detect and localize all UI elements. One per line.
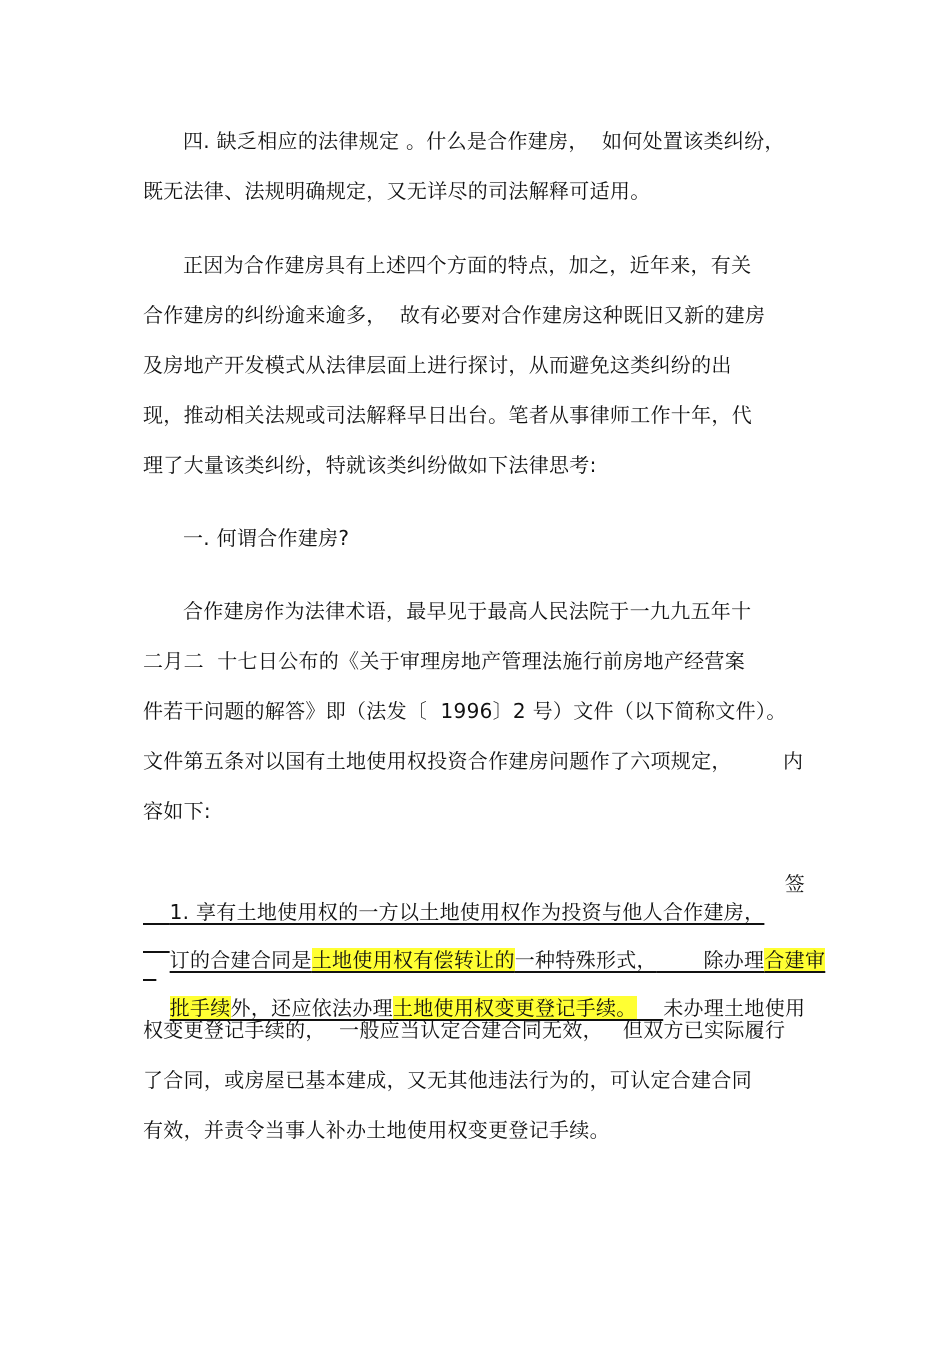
clause-text: 订的合建合同是	[169, 948, 312, 972]
highlighted-text: 土地使用权变更登记手续。	[392, 996, 637, 1020]
text-line: 四. 缺乏相应的法律规定 。什么是合作建房， 如何处置该类纠纷，	[183, 129, 785, 153]
clause-text: 除办理	[656, 948, 765, 972]
highlighted-text: 合建审	[764, 948, 826, 972]
text-line: 文件第五条对以国有土地使用权投资合作建房问题作了六项规定，	[143, 749, 732, 773]
text-line: 了合同，或房屋已基本建成，又无其他违法行为的，可认定合建合同	[143, 1068, 752, 1092]
text-line: 理了大量该类纠纷，特就该类纠纷做如下法律思考:	[143, 453, 597, 477]
text-line: 有效，并责令当事人补办土地使用权变更登记手续。	[143, 1118, 610, 1142]
text-line: 权变更登记手续的， 一般应当认定合建合同无效， 但双方已实际履行	[143, 1018, 786, 1042]
text-line: 二月二 十七日公布的《关于审理房地产管理法施行前房地产经营案	[143, 649, 746, 673]
highlighted-text: 批手续	[169, 996, 231, 1020]
text-line: 容如下:	[143, 799, 211, 823]
text-line: 合作建房作为法律术语，最早见于最高人民法院于一九九五年十	[183, 599, 752, 623]
clause-text: 1. 享有土地使用权的一方以土地使用权作为投资与他人合作建房，	[169, 900, 765, 924]
clause-text-end: 签	[784, 872, 805, 896]
text-line: 既无法律、法规明确规定，又无详尽的司法解释可适用。	[143, 179, 651, 203]
clause-text: 外，还应依法办理	[230, 996, 393, 1020]
text-line: 及房地产开发模式从法律层面上进行探讨，从而避免这类纠纷的出	[143, 353, 732, 377]
section-heading: 一. 何谓合作建房?	[183, 526, 350, 550]
highlighted-text: 土地使用权有偿转让的	[311, 948, 515, 972]
text-line: 件若干问题的解答》即（法发〔 1996〕2 号）文件（以下简称文件）。	[143, 699, 787, 723]
clause-text: 未办理土地使用	[663, 996, 806, 1020]
text-line-end: 内	[783, 749, 804, 773]
text-line: 合作建房的纠纷逾来逾多， 故有必要对合作建房这种既旧又新的建房	[143, 303, 766, 327]
clause-text: 一种特殊形式，	[514, 948, 657, 972]
text-line: 正因为合作建房具有上述四个方面的特点，加之，近年来，有关	[183, 253, 752, 277]
text-line: 现，推动相关法规或司法解释早日出台。笔者从事律师工作十年，代	[143, 403, 752, 427]
